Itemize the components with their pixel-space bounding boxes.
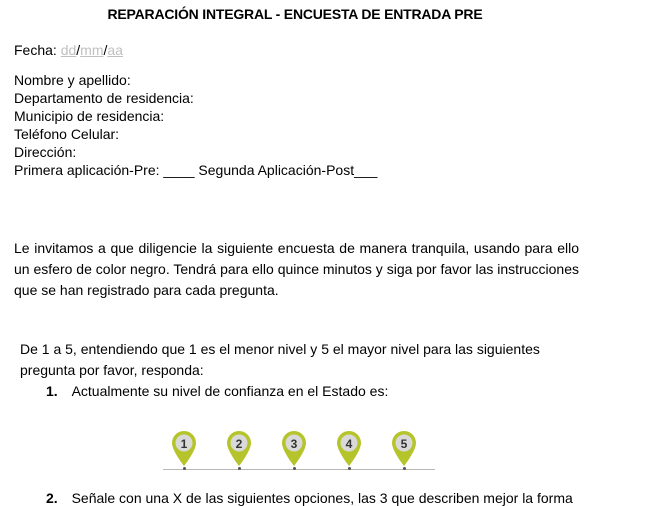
scale-tick	[293, 467, 296, 470]
scale-pin-label: 2	[235, 437, 243, 451]
scale-pin-5[interactable]	[391, 431, 417, 467]
question-2-text: Señale con una X de las siguientes opciones, las 3 que describen mejor la forma	[71, 490, 573, 506]
scale-tick	[238, 467, 241, 470]
field-municipio: Municipio de residencia:	[14, 108, 165, 124]
scale-tick	[183, 467, 186, 470]
scale-tick	[348, 467, 351, 470]
fecha-aa[interactable]: aa	[107, 42, 123, 58]
question-1	[46, 383, 388, 399]
question-2-number: 2.	[46, 490, 58, 506]
fecha-sep: /	[103, 42, 108, 58]
field-telefono: Teléfono Celular:	[14, 126, 120, 142]
question-2	[46, 490, 573, 506]
scale-pin-label: 4	[345, 437, 353, 451]
scale-pin-label: 5	[400, 437, 408, 451]
question-1-number: 1.	[46, 383, 58, 399]
scale-pin-label: 3	[290, 437, 298, 451]
field-direccion: Dirección:	[14, 144, 77, 160]
scale-pin-4[interactable]	[336, 431, 362, 467]
scale-tick	[403, 467, 406, 470]
question-1-text: Actualmente su nivel de confianza en el Estado es:	[71, 383, 389, 399]
page-title: REPARACIÓN INTEGRAL - ENCUESTA DE ENTRADA PRE	[107, 6, 483, 22]
fecha-label: Fecha:	[14, 42, 57, 58]
scale-pin-label: 1	[180, 437, 188, 451]
field-aplicacion: Primera aplicación-Pre: ____ Segunda Aplicación-Post___	[14, 162, 378, 178]
scale-pin-2[interactable]	[226, 431, 252, 467]
field-departamento: Departamento de residencia:	[14, 90, 194, 106]
scale-pin-1[interactable]	[171, 431, 197, 467]
field-nombre: Nombre y apellido:	[14, 72, 131, 88]
intro-paragraph: Le invitamos a que diligencie la siguiente encuesta de manera tranquila, usando para ello un esfero de color negro. Tendrá para ello quince minutos y siga por favor las instrucciones que se han registrado para cada pregunta.	[14, 240, 579, 298]
fecha-dd[interactable]: dd	[60, 42, 77, 58]
fecha-sep: /	[76, 42, 81, 58]
instructions-paragraph: De 1 a 5, entendiendo que 1 es el menor nivel y 5 el mayor nivel para las siguientes pregunta por favor, responda:	[20, 341, 540, 378]
fecha-mm[interactable]: mm	[80, 42, 104, 58]
scale-pin-3[interactable]	[281, 431, 307, 467]
fecha-row	[14, 42, 123, 58]
scale-line	[163, 469, 435, 470]
